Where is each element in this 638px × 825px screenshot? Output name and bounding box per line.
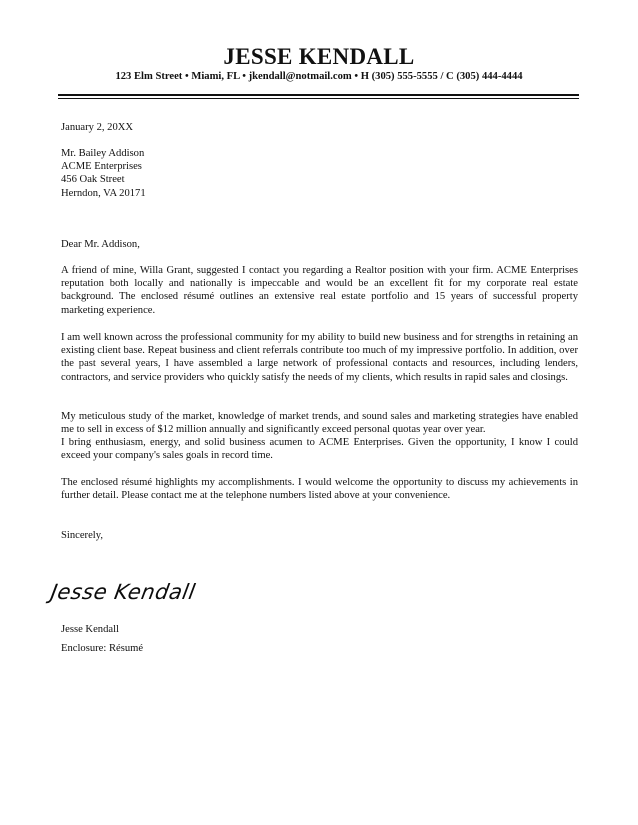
header-divider-thin <box>58 98 579 99</box>
recipient-address <box>61 147 578 200</box>
body-paragraph-1: A friend of mine, Willa Grant, suggested I contact you regarding a Realtor position with your firm. ACME Enterprises reputation both locally and nationally is impeccable and would be an excellent fit for my corporate real estate background. The enclosed résumé outlines an extensive real estate portfolio and 15 years of successful property marketing experience. <box>61 265 578 316</box>
body-paragraph-5: The enclosed résumé highlights my accomplishments. I would welcome the opportunity to discuss my achievements in further detail. Please contact me at the telephone numbers listed above at your convenience. <box>61 477 578 502</box>
recipient-city: Herndon, VA 20171 <box>61 187 146 199</box>
sender-contact-line: 123 Elm Street • Miami, FL • jkendall@notmail.com • H (305) 555-5555 / C (305) 444-4444 <box>115 71 523 82</box>
recipient-name: Mr. Bailey Addison <box>61 148 145 159</box>
salutation: Dear Mr. Addison, <box>61 239 140 250</box>
body-paragraph-2: I am well known across the professional community for my ability to build new business and for strengths in retaining an existing client base. Repeat business and client referrals contribute too much of my impressive portfolio. In addition, over the past several years, I have assembled a large network of professional contacts and resources, including lenders, contractors, and service providers who quickly satisfy the needs of my clients, which results in rapid sales and closings. <box>61 332 578 383</box>
enclosure-note: Enclosure: Résumé <box>61 643 144 654</box>
sender-name: JESSE KENDALL <box>223 44 415 69</box>
letter-date: January 2, 20XX <box>61 122 134 133</box>
handwritten-signature: Jesse Kendall <box>48 580 198 604</box>
recipient-street: 456 Oak Street <box>61 174 125 186</box>
closing: Sincerely, <box>61 530 103 541</box>
body-paragraph-3: My meticulous study of the market, knowledge of market trends, and sound sales and marketing strategies have enabled me to sell in excess of $12 million annually and significantly exceed personal quotas year over year. <box>61 411 578 436</box>
signer-name: Jesse Kendall <box>61 624 119 635</box>
header-divider-thick <box>58 94 579 96</box>
recipient-company: ACME Enterprises <box>61 161 142 173</box>
body-paragraph-4: I bring enthusiasm, energy, and solid business acumen to ACME Enterprises. Given the opportunity, I know I could exceed your company's sales goals in record time. <box>61 437 578 462</box>
